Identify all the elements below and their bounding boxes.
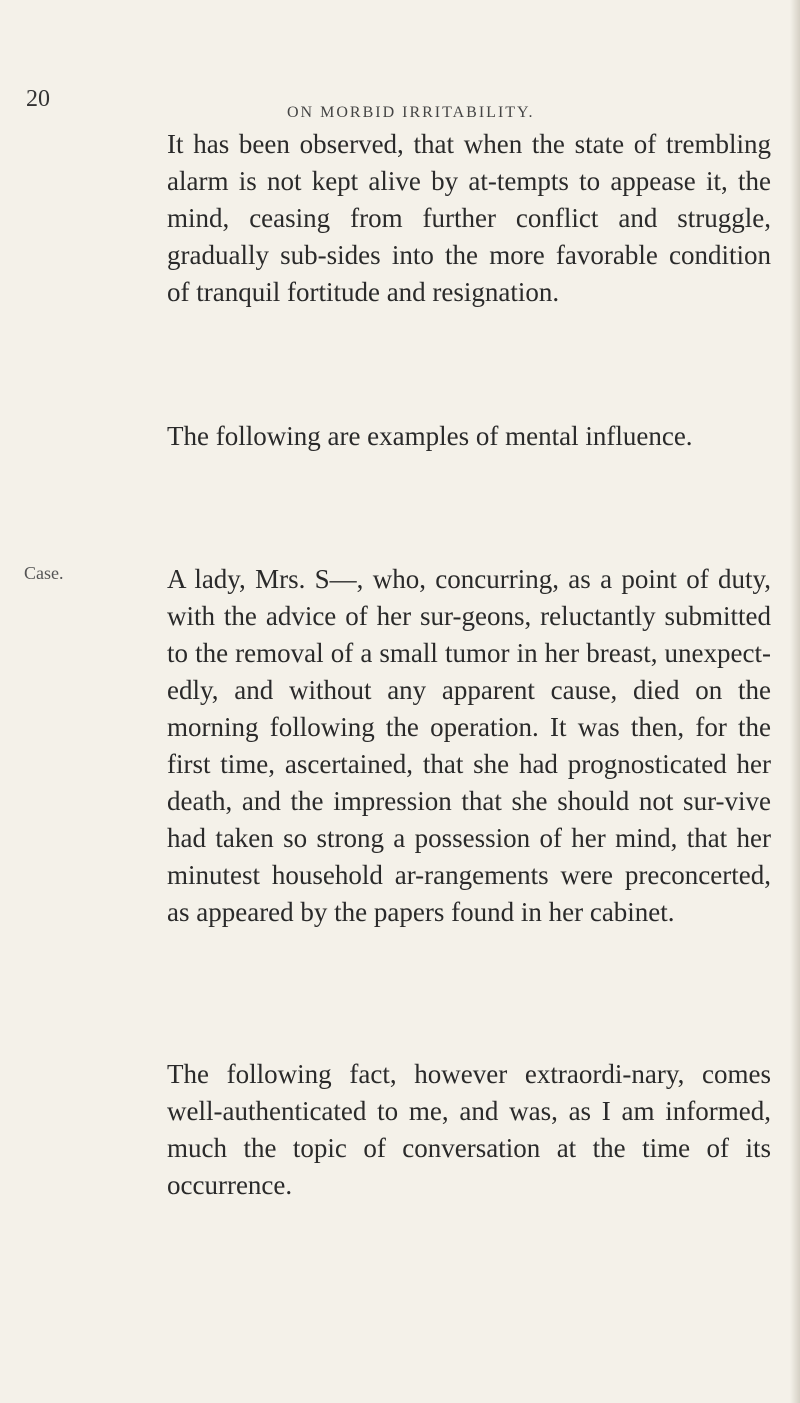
running-title: ON MORBID IRRITABILITY. (287, 104, 535, 121)
margin-note-case: Case. (24, 563, 64, 583)
page-edge-shadow (790, 0, 800, 1403)
page-number: 20 (26, 86, 50, 112)
paragraph-2: The following are examples of mental influence. (167, 421, 693, 451)
paragraph-4: The following fact, however extraordi-nary, comes well-authenticated to me, and was, as I am informed, much the topic of conversation at the time of its occurrence. (167, 1059, 771, 1200)
paragraph-1: It has been observed, that when the state of trembling alarm is not kept alive by at-tempts to appease it, the mind, ceasing from further conflict and struggle, gradually sub-sides into the more favorable condition of tranquil fortitude and resignation. (167, 129, 771, 307)
paragraph-3: A lady, Mrs. S—, who, concurring, as a point of duty, with the advice of her sur-geons, reluctantly submitted to the removal of a small tumor in her breast, unexpect-edly, and without any apparent cause, died on the morning following the operation. It was then, for the first time, ascertained, that she had prognosticated her death, and the impression that she should not sur-vive had taken so strong a possession of her mind, that her minutest household ar-rangements were preconcerted, as appeared by the papers found in her cabinet. (167, 564, 771, 927)
